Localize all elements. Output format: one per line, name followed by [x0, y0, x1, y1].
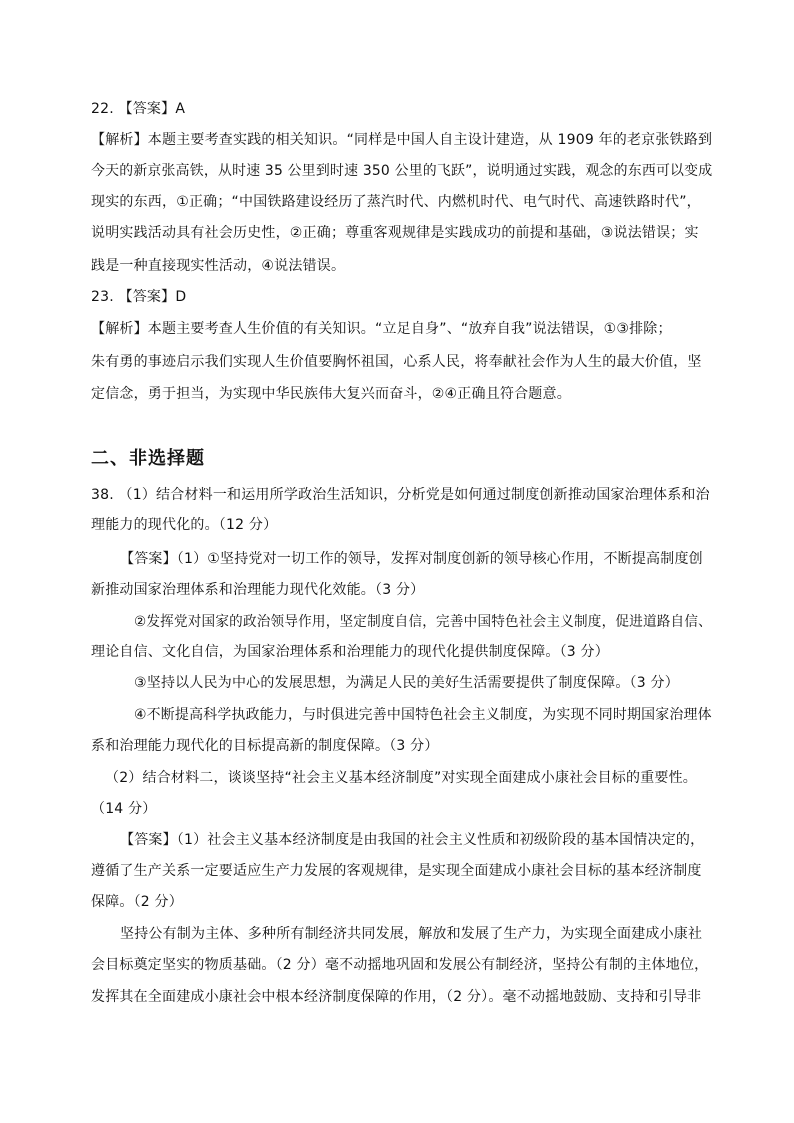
question-38-1-line-1: 38. （1）结合材料一和运用所学政治生活知识，分析党是如何通过制度创新推动国家治理体系和治 — [91, 487, 710, 503]
answer-38-1-point-2-line-2: 理论自信、文化自信，为国家治理体系和治理能力的现代化提供制度保障。（3 分） — [91, 644, 609, 660]
answer-38-2-para-2-line-1: 坚持公有制为主体、多种所有制经济共同发展，解放和发展了生产力，为实现全面建成小康社 — [120, 926, 703, 942]
answer-38-1-line-2: 新推动国家治理体系和治理能力现代化效能。（3 分） — [91, 582, 425, 598]
answer-38-2-para-2-line-3: 发挥其在全面建成小康社会中根本经济制度保障的作用，（2 分）。毫不动摇地鼓励、支持和引导非 — [91, 989, 702, 1005]
answer-38-1-point-4-line-1: ④不断提高科学执政能力，与时俱进完善中国特色社会主义制度，为实现不同时期国家治理体 — [134, 707, 712, 723]
answer-38-2-line-3: 保障。（2 分） — [91, 894, 183, 910]
answer-38-1-line-1: 【答案】（1）①坚持党对一切工作的领导，发挥对制度创新的领导核心作用，不断提高制度创 — [120, 551, 703, 567]
section-heading: 二、非选择题 — [91, 448, 205, 469]
analysis-23-line-3: 定信念，勇于担当，为实现中华民族伟大复兴而奋斗，②④正确且符合题意。 — [91, 386, 571, 402]
analysis-22-line-2: 今天的新京张高铁，从时速 35 公里到时速 350 公里的飞跃”，说明通过实践，观念的东西可以变成 — [91, 163, 713, 179]
question-38-2-line-1: （2）结合材料二，谈谈坚持“社会主义基本经济制度”对实现全面建成小康社会目标的重要性。 — [105, 770, 698, 786]
answer-38-1-point-3: ③坚持以人民为中心的发展思想，为满足人民的美好生活需要提供了制度保障。（3 分） — [134, 675, 679, 691]
answer-38-1-point-2-line-1: ②发挥党对国家的政治领导作用，坚定制度自信，完善中国特色社会主义制度，促进道路自信、 — [134, 614, 712, 630]
analysis-22-line-1: 【解析】本题主要考查实践的相关知识。“同样是中国人自主设计建造，从 1909 年的老京张铁路到 — [91, 132, 713, 148]
analysis-23-line-2: 朱有勇的事迹启示我们实现人生价值要胸怀祖国，心系人民，将奉献社会作为人生的最大价值，坚 — [91, 354, 702, 370]
question-38-2-line-2: （14 分） — [91, 801, 157, 817]
answer-23-heading: 23. 【答案】D — [91, 289, 187, 305]
answer-38-2-line-2: 遵循了生产关系一定要适应生产力发展的客观规律，是实现全面建成小康社会目标的基本经济制度 — [91, 863, 702, 879]
analysis-23-line-1: 【解析】本题主要考查人生价值的有关知识。“立足自身”、“放弃自我”说法错误，①③排除； — [91, 321, 672, 337]
analysis-22-line-4: 说明实践活动具有社会历史性，②正确；尊重客观规律是实践成功的前提和基础，③说法错误；实 — [91, 225, 699, 241]
analysis-22-line-3: 现实的东西，①正确；“中国铁路建设经历了蒸汽时代、内燃机时代、电气时代、高速铁路时代”， — [91, 194, 701, 210]
answer-38-2-line-1: 【答案】（1）社会主义基本经济制度是由我国的社会主义性质和初级阶段的基本国情决定的， — [120, 832, 705, 848]
analysis-22-line-5: 践是一种直接现实性活动，④说法错误。 — [91, 258, 346, 274]
answer-22-heading: 22. 【答案】A — [91, 101, 186, 117]
answer-38-2-para-2-line-2: 会目标奠定坚实的物质基础。（2 分）毫不动摇地巩固和发展公有制经济，坚持公有制的主体地位， — [91, 957, 709, 973]
question-38-1-line-2: 理能力的现代化的。（12 分） — [91, 517, 278, 533]
answer-38-1-point-4-line-2: 系和治理能力现代化的目标提高新的制度保障。（3 分） — [91, 738, 439, 754]
